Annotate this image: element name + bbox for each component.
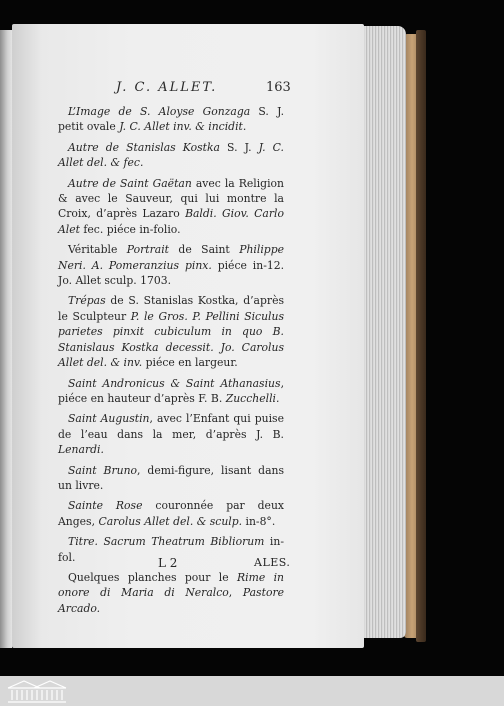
catalogue-entries <box>58 104 284 621</box>
page-fore-edge <box>360 26 406 638</box>
entry-italic-text: L’Image de S. Aloyse Gonzaga <box>68 105 251 118</box>
signature-mark: L 2 <box>158 556 178 570</box>
entry-italic-text: P. le Gros. P. Pellini Siculus parietes pinxit cubiculum in quo B. Stanislaus Kostka decessit. Jo. Carolus Allet del. & inv. <box>58 309 285 370</box>
entry-italic-text: Philippe Neri. A. Pomeranzius pinx. <box>58 243 284 272</box>
catalogue-entry <box>58 570 284 616</box>
entry-text: S. J. <box>219 140 259 154</box>
catalogue-entry <box>58 104 284 135</box>
entry-italic-text: Portrait <box>126 243 169 257</box>
entry-text: couronnée par deux Anges, <box>58 499 284 528</box>
entry-italic-text: Lenardi. <box>58 443 104 457</box>
entry-text: , piéce en hauteur d’après F. B. <box>58 376 284 405</box>
entry-italic-text: Trépas <box>68 294 106 308</box>
catalogue-entry <box>58 411 284 457</box>
entry-italic-text: Titre. Sacrum Theatrum Bibliorum <box>68 535 265 549</box>
running-head: J. C. ALLET. <box>116 80 218 95</box>
entry-italic-text: Carolus Allet del. & sculp. <box>98 514 243 528</box>
entry-text: , avec l’Enfant qui puise de l’eau dans la mer, d’après J. B. <box>58 412 284 441</box>
entry-italic-text: Saint Bruno <box>68 463 138 477</box>
entry-italic-text: J. C. Allet inv. & incidit. <box>119 120 247 134</box>
entry-text: piéce in-12. Jo. Allet sculp. 1703. <box>58 258 285 288</box>
page-header <box>0 80 504 100</box>
book-spine-shadow <box>416 30 426 642</box>
entry-italic-text: Baldi. Giov. Carlo Alet <box>58 207 284 236</box>
entry-text: in-fol. <box>58 535 284 564</box>
entry-italic-text: Sainte Rose <box>68 499 143 513</box>
entry-italic-text: J. C. Allet del. & fec. <box>58 140 284 170</box>
entry-text: de Saint <box>169 243 240 257</box>
entry-text: piéce en largeur. <box>142 356 238 370</box>
entry-italic-text: Zucchelli. <box>225 391 280 405</box>
page-number: 163 <box>266 80 291 95</box>
catalogue-entry <box>58 242 284 288</box>
catalogue-entry <box>58 376 284 407</box>
catchword: ALES. <box>254 556 291 569</box>
entry-italic-text: Saint Andronicus & Saint Athanasius <box>68 376 281 390</box>
catalogue-entry <box>58 498 284 529</box>
entry-text: S. J. petit ovale <box>58 105 285 134</box>
entry-italic-text: Saint Augustin <box>68 412 150 426</box>
entry-text: Véritable <box>68 243 127 257</box>
left-page-edge <box>0 30 12 648</box>
catalogue-entry <box>58 293 284 370</box>
entry-text: fec. piéce in-folio. <box>79 222 181 236</box>
entry-italic-text: Pastore Arcado. <box>58 586 284 615</box>
viewer-footer <box>0 676 504 706</box>
entry-text: , <box>228 586 243 600</box>
catalogue-entry <box>58 176 284 238</box>
entry-text: avec la Religion & avec le Sauveur, qui lui montre la Croix, d’après Lazaro <box>58 176 284 221</box>
entry-text: , demi-figure, lisant dans un livre. <box>58 463 285 492</box>
entry-text: in-8°. <box>242 514 276 528</box>
catalogue-entry <box>58 140 284 171</box>
entry-italic-text: Rime in onore di Maria di Neralco <box>58 570 284 600</box>
entry-text: de S. Stanislas Kostka, d’après le Sculpteur <box>58 294 284 323</box>
entry-italic-text: Autre de Saint Gaëtan <box>68 176 192 190</box>
entry-text: Quelques planches pour le <box>68 570 237 584</box>
catalogue-entry <box>58 463 284 494</box>
library-building-icon <box>4 678 70 704</box>
entry-italic-text: Autre de Stanislas Kostka <box>68 140 220 154</box>
